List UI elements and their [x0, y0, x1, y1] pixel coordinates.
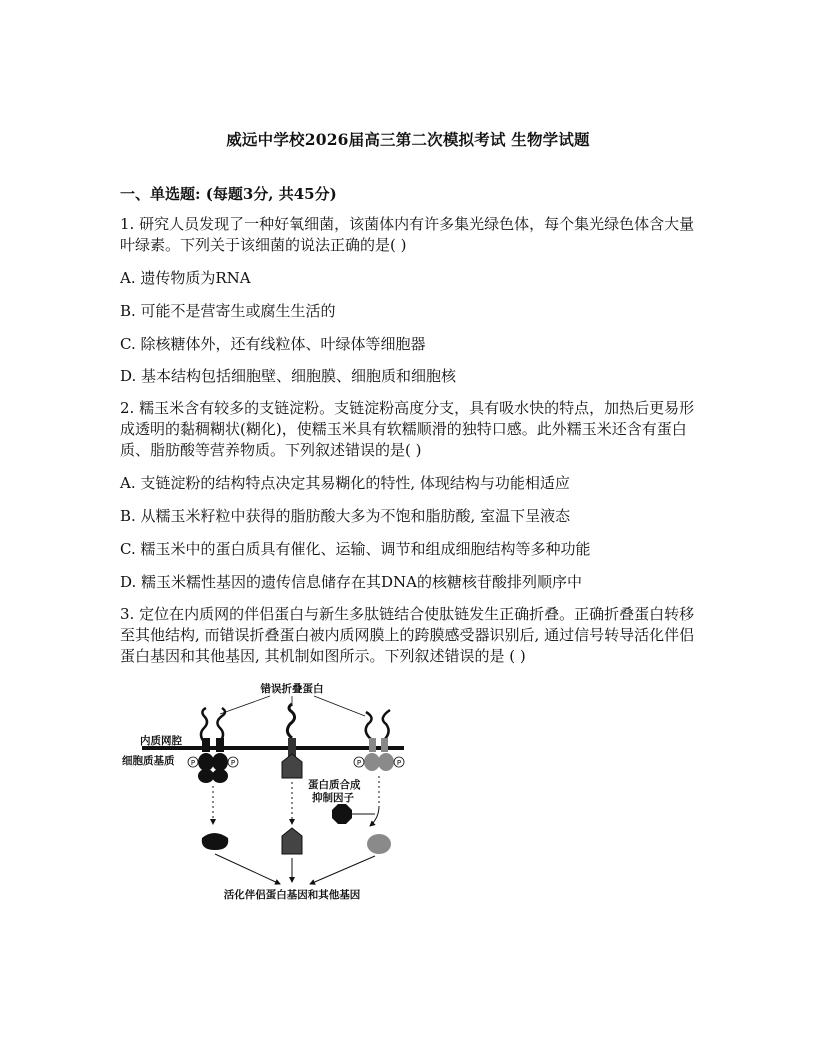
- question-1-option-a: A. 遗传物质为RNA: [120, 269, 251, 287]
- product-right: [367, 834, 391, 854]
- question-1-option-c: C. 除核糖体外，还有线粒体、叶绿体等细胞器: [120, 335, 426, 353]
- misfolded-protein-strand-left-2: [217, 708, 225, 742]
- misfolded-protein-strand-right-1: [366, 712, 372, 740]
- sensor-dimer-left: [188, 708, 238, 783]
- question-2-option-a: A. 支链淀粉的结构特点决定其易糊化的特性, 体现结构与功能相适应: [120, 474, 570, 492]
- phosphate-label-right-1: P: [356, 759, 362, 767]
- section-heading: 一、单选题: (每题3分, 共45分): [120, 185, 337, 203]
- kinase-domain-left-b: [212, 769, 228, 783]
- misfolded-protein-label: 错误折叠蛋白: [260, 683, 324, 695]
- inhibitor-label-line1: 蛋白质合成: [308, 779, 361, 791]
- misfolded-protein-strand-left-1: [201, 708, 207, 742]
- sensor-domain-left-b: [212, 753, 228, 771]
- question-1-option-d: D. 基本结构包括细胞壁、细胞膜、细胞质和细胞核: [120, 367, 457, 385]
- sensor-stem-left-b: [216, 738, 224, 752]
- phosphate-label-left-2: P: [230, 759, 236, 767]
- pointer-line-right: [314, 696, 365, 716]
- er-signaling-figure: [120, 676, 420, 910]
- inhibitor-factor-shape: [332, 804, 352, 824]
- kinase-domain-left-a: [198, 769, 214, 783]
- sensor-stem-right-a: [369, 738, 376, 752]
- phosphate-label-left-1: P: [190, 759, 196, 767]
- sensor-domain-left-a: [198, 753, 214, 771]
- gene-activation-label: 活化伴侣蛋白基因和其他基因: [223, 889, 361, 901]
- question-3-stem: 3. 定位在内质网的伴侣蛋白与新生多肽链结合使肽链发生正确折叠。正确折叠蛋白转移至其他结构, 而错误折叠蛋白被内质网膜上的跨膜感受器识别后, 通过信号转导活化伴侣蛋白基因和其他基因, 其机制如图所示。下列叙述错误的是 ( ): [120, 605, 695, 665]
- sensor-middle: [282, 704, 302, 778]
- sensor-domain-middle: [282, 754, 302, 778]
- pointer-line-left: [220, 696, 270, 714]
- sensor-stem-right-b: [381, 738, 388, 752]
- inhibitor-label-line2: 抑制因子: [312, 792, 354, 804]
- question-1-option-b: B. 可能不是营寄生或腐生生活的: [120, 302, 336, 320]
- page-title: 威远中学校2026届高三第二次模拟考试 生物学试题: [226, 130, 590, 149]
- sensor-dimer-right: [354, 710, 404, 771]
- sensor-domain-right-a: [364, 753, 380, 771]
- cytoplasm-label: 细胞质基质: [122, 755, 175, 767]
- phosphate-label-right-2: P: [396, 759, 402, 767]
- arrow-converge-left: [215, 854, 280, 884]
- sensor-stem-left-a: [202, 738, 210, 752]
- misfolded-protein-strand-right-2: [383, 710, 390, 740]
- question-2-option-b: B. 从糯玉米籽粒中获得的脂肪酸大多为不饱和脂肪酸, 室温下呈液态: [120, 507, 571, 525]
- arrow-converge-right: [310, 856, 375, 884]
- sensor-domain-right-b: [378, 753, 394, 771]
- product-middle: [282, 828, 302, 854]
- arrow-right-curve: [370, 806, 379, 826]
- question-1-stem: 1. 研究人员发现了一种好氧细菌，该菌体内有许多集光绿色体，每个集光绿色体含大量叶绿素。下列关于该细菌的说法正确的是( ): [120, 215, 695, 254]
- misfolded-protein-strand-middle: [287, 704, 294, 738]
- er-lumen-label: 内质网腔: [140, 735, 182, 747]
- er-signaling-diagram: [120, 676, 420, 910]
- question-2-option-c: C. 糯玉米中的蛋白质具有催化、运输、调节和组成细胞结构等多种功能: [120, 540, 591, 558]
- question-2-option-d: D. 糯玉米糯性基因的遗传信息储存在其DNA的核糖核苷酸排列顺序中: [120, 573, 583, 591]
- product-left: [202, 833, 228, 850]
- question-2-stem: 2. 糯玉米含有较多的支链淀粉。支链淀粉高度分支，具有吸水快的特点，加热后更易形成透明的黏稠糊状(糊化)，使糯玉米具有软糯顺滑的独特口感。此外糯玉米还含有蛋白质、脂肪酸等营养物质。下列叙述错误的是( ): [120, 399, 695, 459]
